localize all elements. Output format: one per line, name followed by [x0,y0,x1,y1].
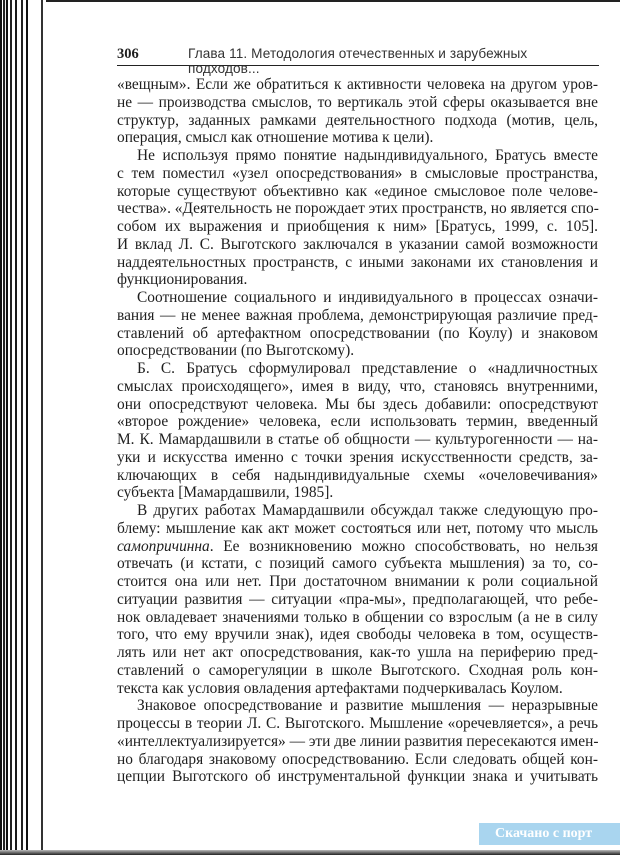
line-text: «интеллектуализируется» — эти две линии развития пересекаются имен- [117,732,599,750]
line-text: смыслах происходящего», имея в виду, что, становясь внутренними, [117,377,598,395]
scan-bottom-border [0,850,620,855]
line-text: лять или нет акт опосредствования, как-то ушла на периферию пред- [117,644,598,661]
text-line [117,236,598,254]
text-line [117,289,598,307]
line-text: того, что ему вручили знак), идея свободы человека в том, осуществ- [117,626,598,644]
line-text: с тем поместил «узел опосредствования» в смысловые пространства, [117,164,598,182]
text-line [117,626,598,644]
text-line [117,680,598,698]
text-line [117,325,598,343]
text-line [117,254,598,272]
text-line [117,502,598,520]
paragraph [117,147,598,289]
line-text: ситуации развития — ситуации «пра-мы», предполагающей, что ребе- [117,590,598,608]
text-line [117,538,598,556]
line-text: функционирования. [117,271,248,289]
body-text [117,76,598,786]
line-text: наддеятельностных пространств, с иными законами их становления и [117,253,598,271]
line-text: текста как условия овладения артефактами подчеркивалась Коулом. [117,679,563,697]
line-text: которые существуют объективно как «единое смысловое поле челове- [117,182,598,200]
page-number: 306 [117,46,139,62]
text-line [117,200,598,218]
text-line [117,413,598,431]
text-line [117,644,598,662]
text-line [117,520,598,538]
text-line [117,218,598,236]
paragraph [117,697,598,786]
text-line [117,360,598,378]
line-text: структур, заданных рамками деятельностного подхода (мотив, цель, [117,111,598,129]
text-line [117,449,598,467]
line-text: «вещным». Если же обратиться к активности человека на другом уров- [117,76,598,93]
line-text: Соотношение социального и индивидуального в процессах означи- [137,289,598,306]
text-line [117,555,598,573]
line-text: чества». «Деятельность не порождает этих пространств, но является спо- [117,200,599,218]
book-page-edges [0,0,46,855]
text-line [117,183,598,201]
paragraph [117,289,598,360]
text-line [117,768,598,786]
line-text: операция, смысл как отношение мотива к цели). [117,129,434,147]
running-title: Глава 11. Методология отечественных и зарубежных подходов... [188,46,528,76]
line-text: Знаковое опосредствование и развитие мышления — неразрывные [137,697,598,715]
text-line [117,396,598,414]
text-line [117,573,598,591]
line-text: . Ее возникновению можно способствовать, но нельзя [209,537,598,555]
text-line [117,609,598,627]
scan-top-border [0,0,620,2]
line-text: они опосредствуют человека. Мы бы здесь добавили: опосредствуют [117,395,598,413]
text-line [117,467,598,485]
line-text: «второе рождение» человека, если использовать термин, введенный [117,413,598,431]
text-line [117,733,598,751]
paragraph [117,76,598,147]
line-text: В других работах Мамардашвили обсуждал также следующую про- [137,502,598,519]
line-text: М. К. Мамардашвили в статье об общности — культурогенности — на- [117,431,598,448]
paragraph [117,360,598,502]
line-text: Б. С. Братусь сформулировал представление о «надличностных [137,360,598,377]
line-text: И вклад Л. С. Выготского заключался в указании самой возможности [117,235,598,253]
line-text: но благодаря знаковому опосредствованию. Если следовать общей кон- [117,750,598,768]
line-text: цепции Выготского об инструментальной функции знака и учитывать [117,768,598,786]
line-text: нок овладевает значениями только в общении со взрослым (а не в силу [117,608,598,626]
text-line [117,697,598,715]
line-text: ключающих в себя надындивидуальные схемы «очеловечивания» [117,466,598,484]
page-header [117,45,599,76]
italic-term: самопричинна [117,537,210,555]
line-text: блему: мышление как акт может состояться или нет, потому что мысль [117,519,598,537]
line-text: не — производства смыслов, то вертикаль этой сферы оказывается вне [117,93,598,111]
line-text: опосредствовании (по Выготскому). [117,342,355,360]
line-text: уки и искусства именно с точки зрения искусственности средств, за- [117,448,598,466]
text-line [117,165,598,183]
text-line [117,591,598,609]
line-text: вания — не менее важная проблема, демонстрирующая различие пред- [117,306,598,324]
text-line [117,751,598,769]
watermark-banner[interactable]: Скачано с порт [479,823,620,845]
text-line [117,94,598,112]
text-line [117,378,598,396]
text-line [117,147,598,165]
line-text: субъекта [Мамардашвили, 1985]. [117,484,334,502]
paragraph [117,502,598,697]
text-line [117,342,598,360]
line-text: собом их выражения и приобщения к ним» [Братусь, 1999, с. 105]. [117,218,598,235]
text-line [117,431,598,449]
line-text: отвечать (и кстати, с позиций самого субъекта мышления) за то, со- [117,555,598,573]
text-line [117,76,598,94]
text-line [117,307,598,325]
text-line [117,112,598,130]
line-text: Не используя прямо понятие надындивидуального, Братусь вместе [137,147,598,164]
line-text: ставлений о саморегуляции в школе Выготского. Сходная роль кон- [117,661,598,679]
line-text: стоится она или нет. При достаточном внимании к роли социальной [117,573,598,590]
text-line [117,715,598,733]
text-line [117,271,598,289]
text-line [117,484,598,502]
line-text: процессы в теории Л. С. Выготского. Мышление «оречевляется», а речь [117,715,598,732]
text-line [117,129,598,147]
text-line [117,662,598,680]
line-text: ставлений об артефактном опосредствовании (по Коулу) и знаковом [117,324,598,342]
